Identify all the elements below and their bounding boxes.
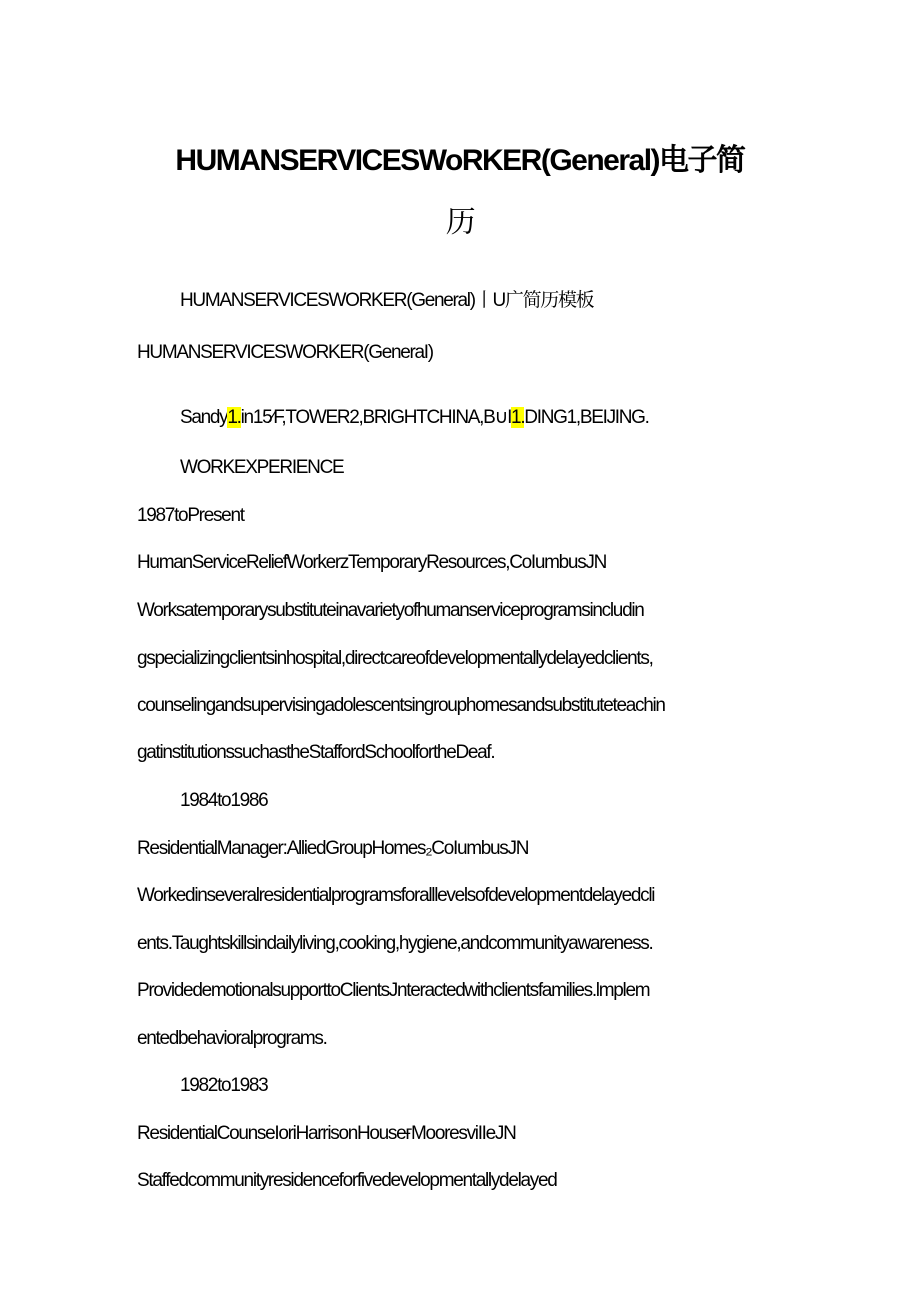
address-part: Sandy xyxy=(180,407,228,428)
job-description-line: gspecializingclientsinhospital,directcareofdevelopmentallydelayedclients, xyxy=(137,648,653,669)
job-position: HumanServiceReliefWorkerzTemporaryResources,CoIumbusJN xyxy=(137,552,607,573)
address-highlight: 1. xyxy=(511,407,525,428)
address-highlight: 1. xyxy=(227,407,241,428)
subtitle: HUMANSERVICESWORKER(General)丨U广简历模板 xyxy=(180,290,594,311)
address-part: DING1,BEIJING. xyxy=(524,407,649,428)
job-description-line: ents.Taughtskillsindailyliving,cooking,hygiene,andcommunityawareness. xyxy=(137,933,653,954)
job-description-line: Staffedcommunityresidenceforfivedevelopmentallydelayed xyxy=(137,1170,557,1191)
job-description-line: Worksatemporarysubstituteinavarietyofhumanserviceprogramsincludin xyxy=(137,600,644,621)
address-part: in15∕F,TOWER2,BRIGHTCHINA,B∪I xyxy=(240,407,512,428)
job-position: ResidentialCounseIoriHarrisonHouseғMooresviIIeJN xyxy=(137,1123,516,1144)
section-heading-work-experience: WORKEXPERIENCE xyxy=(180,457,344,478)
job-position: ResidentialManager:AlliedGroupHomes₂CoIumbusJN xyxy=(137,838,529,859)
job-description-line: counselingandsupervisingadolescentsingrouphomesandsubstituteteachin xyxy=(137,695,665,716)
job-description-line: ProvidedemotionalsupporttoClientsJnteractedwithclientsfamilies.lmplem xyxy=(137,980,650,1001)
address-line xyxy=(180,405,649,431)
job-description-line: Workedinseveralresidentialprogramsforalllevelsofdevelopmentdelayedcli xyxy=(137,885,655,906)
document-title: HUMANSERVICESWoRKER(General)电子简 xyxy=(175,144,745,177)
job-description-line: gatinstitutionssuchastheStaffordSchoolfortheDeaf. xyxy=(137,742,495,763)
document-title-continued: 历 xyxy=(445,206,475,239)
heading: HUMANSERVICESWORKER(GeneraI) xyxy=(137,342,433,363)
job-period: 1984to1986 xyxy=(180,790,268,811)
job-description-line: entedbehavioralprograms. xyxy=(137,1028,327,1049)
job-period: 1987toPresent xyxy=(137,505,244,526)
job-period: 1982to1983 xyxy=(180,1075,268,1096)
